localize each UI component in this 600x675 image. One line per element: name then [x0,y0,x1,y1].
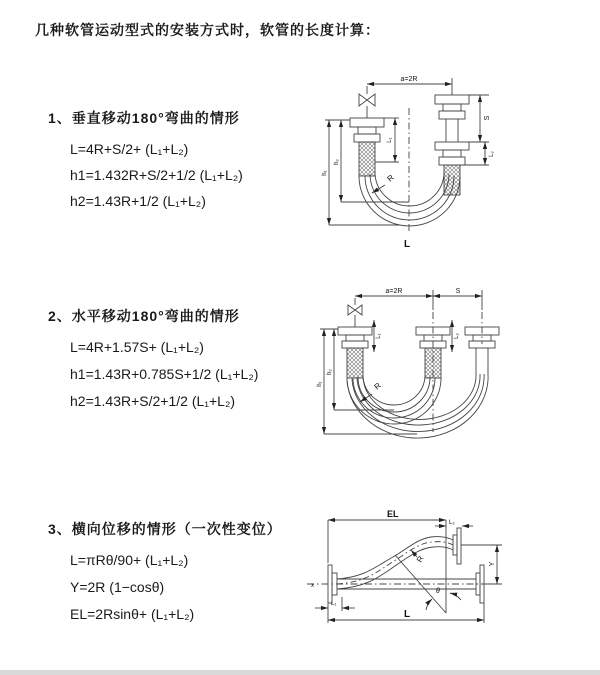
section-vertical-180 [48,108,243,214]
dim-label-l2: L₂ [489,151,495,157]
formula-line: h1=1.432R+S/2+1/2 (L₁+L₂) [70,167,243,183]
diagram-vertical-180-bend [312,70,597,260]
diagram-3-linework [307,520,502,623]
section-horizontal-180 [48,306,258,415]
dim-label-l2: L₂ [454,333,460,339]
formula-line: h1=1.43R+0.785S+1/2 (L₁+L₂) [70,366,259,382]
section-2-heading: 2、水平移动180°弯曲的情形 [48,308,240,324]
section-lateral-displacement [48,519,282,628]
formula-line: L=4R+S/2+ (L₁+L₂) [70,141,189,157]
section-3-heading: 3、横向位移的情形（一次性变位） [48,521,282,537]
radius-label: R [414,554,426,564]
formula-line: Y=2R (1−cosθ) [70,579,165,595]
length-label: L [404,609,411,620]
section-3-formulas [70,547,282,628]
dim-label-s: S [484,115,491,121]
formula-line: h2=1.43R+1/2 (L₁+L₂) [70,193,206,209]
dim-label-h1: h₁ [317,381,323,387]
formula-line: h2=1.43R+S/2+1/2 (L₁+L₂) [70,393,236,409]
dim-label-a2r: a=2R [385,288,403,295]
formula-line: EL=2Rsinθ+ (L₁+L₂) [70,606,195,622]
theta-label: θ [436,588,440,595]
formula-line: L=πRθ/90+ (L₁+L₂) [70,552,189,568]
dim-label-l1: L₁ [376,333,382,339]
dim-label-el: EL [387,509,399,519]
diagram-2-linework [320,290,499,438]
weld-mark: x [311,583,314,589]
dim-label-l1: L₁ [387,137,393,143]
dim-label-h2: h₂ [334,159,340,165]
diagram-horizontal-180-bend [312,282,597,450]
dim-label-a2r: a=2R [400,76,418,83]
diagram-1-linework [325,78,489,232]
radius-label: R [372,380,383,392]
dim-label-l2: L₂ [449,520,455,526]
page-bottom-edge [0,670,600,675]
valve-icon [348,305,362,315]
radius-label: R [385,172,396,184]
dim-label-h1: h₁ [322,170,328,176]
length-label: L [404,239,411,250]
dim-label-l1: L₁ [331,601,337,607]
section-1-formulas [70,136,243,214]
valve-icon [359,94,375,106]
section-2-formulas [70,334,258,415]
dim-label-y: Y [489,561,496,567]
formula-line: L=4R+1.57S+ (L₁+L₂) [70,339,204,355]
page-title: 几种软管运动型式的安装方式时，软管的长度计算： [35,22,380,38]
dim-label-h2: h₂ [327,369,333,375]
dim-label-s: S [455,288,461,295]
diagram-lateral-displacement [305,505,595,660]
section-1-heading: 1、垂直移动180°弯曲的情形 [48,110,240,126]
